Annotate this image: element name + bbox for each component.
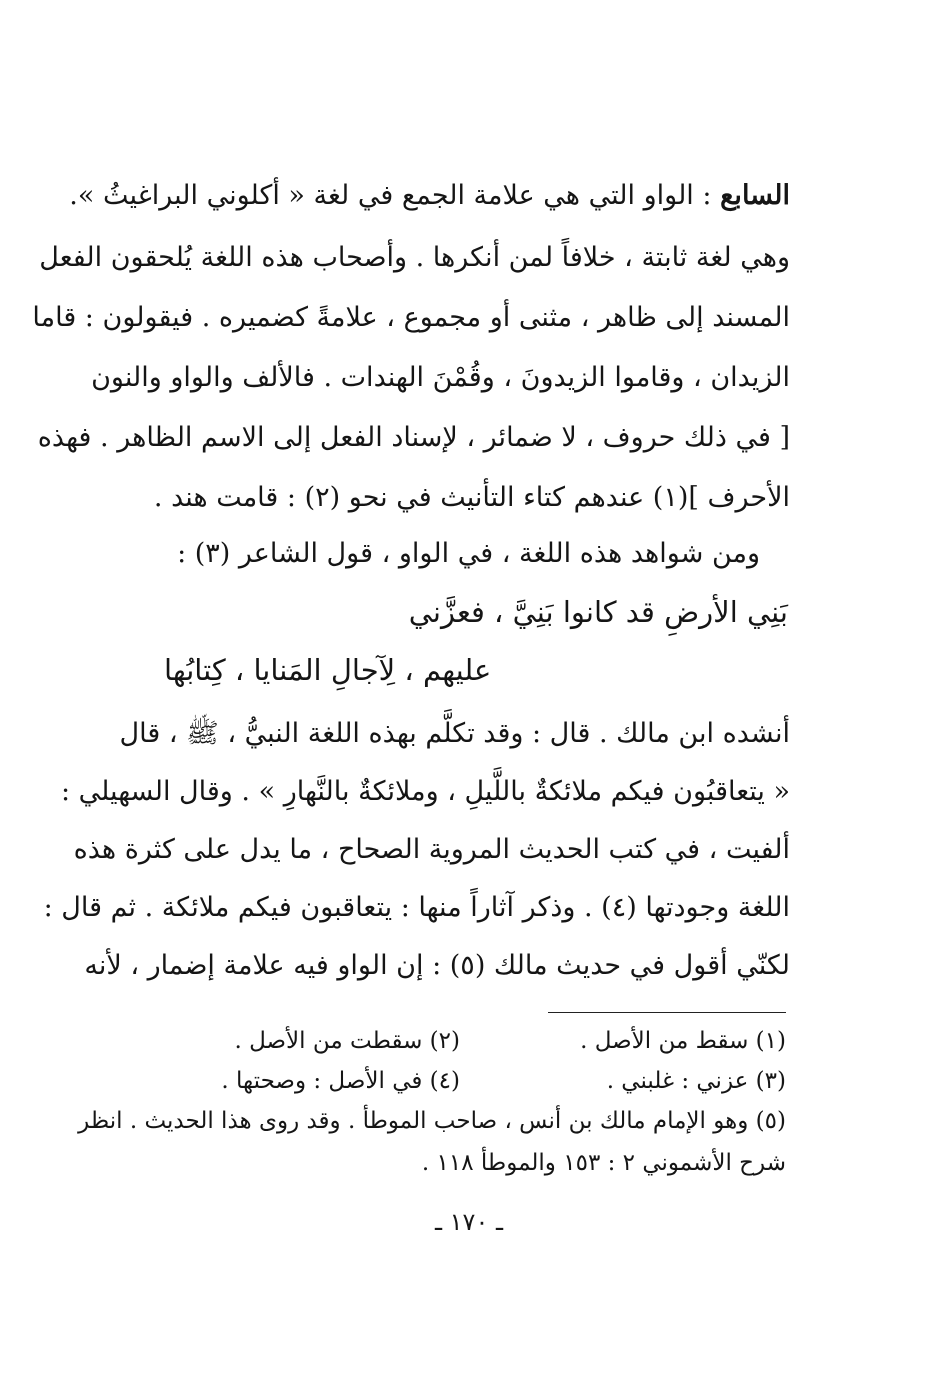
verse-hemistich-2: عليهم ، لِآجالِ المَنايا ، كِتابُها: [164, 653, 492, 687]
footnote-5-line-2: شرح الأشموني ٢ : ١٥٣ والموطأ ١١٨ .: [421, 1150, 786, 1176]
text-line-11: اللغة وجودتها (٤) . وذكر آثاراً منها : يتعاقبون فيكم ملائكة . ثم قال :: [43, 892, 790, 923]
footnote-1: (١) سقط من الأصل .: [580, 1028, 786, 1054]
text-line-2: وهي لغة ثابتة ، خلافاً لمن أنكرها . وأصحاب هذه اللغة يُلحقون الفعل: [39, 242, 790, 273]
text-line-6: الأحرف ](١) عندهم كتاء التأنيث في نحو (٢) : قامت هند .: [153, 482, 790, 513]
text-line-4: الزيدان ، وقاموا الزيدونَ ، وقُمْنَ الهندات . فالألف والواو والنون: [91, 362, 790, 393]
footnote-2: (٢) سقطت من الأصل .: [234, 1028, 460, 1054]
page-number: ـ ١٧٠ ـ: [434, 1208, 503, 1236]
footnote-5-line-1: (٥) وهو الإمام مالك بن أنس ، صاحب الموطأ . وقد روى هذا الحديث . انظر: [78, 1108, 786, 1134]
section-heading: السابع: [720, 180, 790, 211]
verse-hemistich-1: بَنِي الأرضِ قد كانوا بَنِيَّ ، فعزَّني: [408, 595, 788, 629]
text-line-5: [ في ذلك حروف ، لا ضمائر ، لإسناد الفعل إلى الاسم الظاهر . فهذه: [37, 422, 790, 453]
footnote-3: (٣) عزني : غلبني .: [606, 1068, 786, 1094]
text-line-10: ألفيت ، في كتب الحديث المروية الصحاح ، ما يدل على كثرة هذه: [73, 834, 790, 865]
footnote-separator: [548, 1012, 786, 1013]
text-line-9: « يتعاقبُون فيكم ملائكةٌ باللَّيلِ ، وملائكةٌ بالنَّهارِ » . وقال السهيلي :: [60, 776, 790, 807]
text-line-12: لكنّي أقول في حديث مالك (٥) : إن الواو فيه علامة إضمار ، لأنه: [84, 950, 790, 981]
text-line-1: السابع : الواو التي هي علامة الجمع في لغة « أكلوني البراغيثُ ».: [69, 180, 790, 211]
text-line-7: ومن شواهد هذه اللغة ، في الواو ، قول الشاعر (٣) :: [177, 538, 760, 569]
footnote-4: (٤) في الأصل : وصحتها .: [221, 1068, 460, 1094]
text-line-8: أنشده ابن مالك . قال : وقد تكلَّم بهذه اللغة النبيُّ ، ﷺ ، قال: [119, 718, 790, 749]
text-line-3: المسند إلى ظاهر ، مثنى أو مجموع ، علامةً كضميره . فيقولون : قاما: [32, 302, 790, 333]
